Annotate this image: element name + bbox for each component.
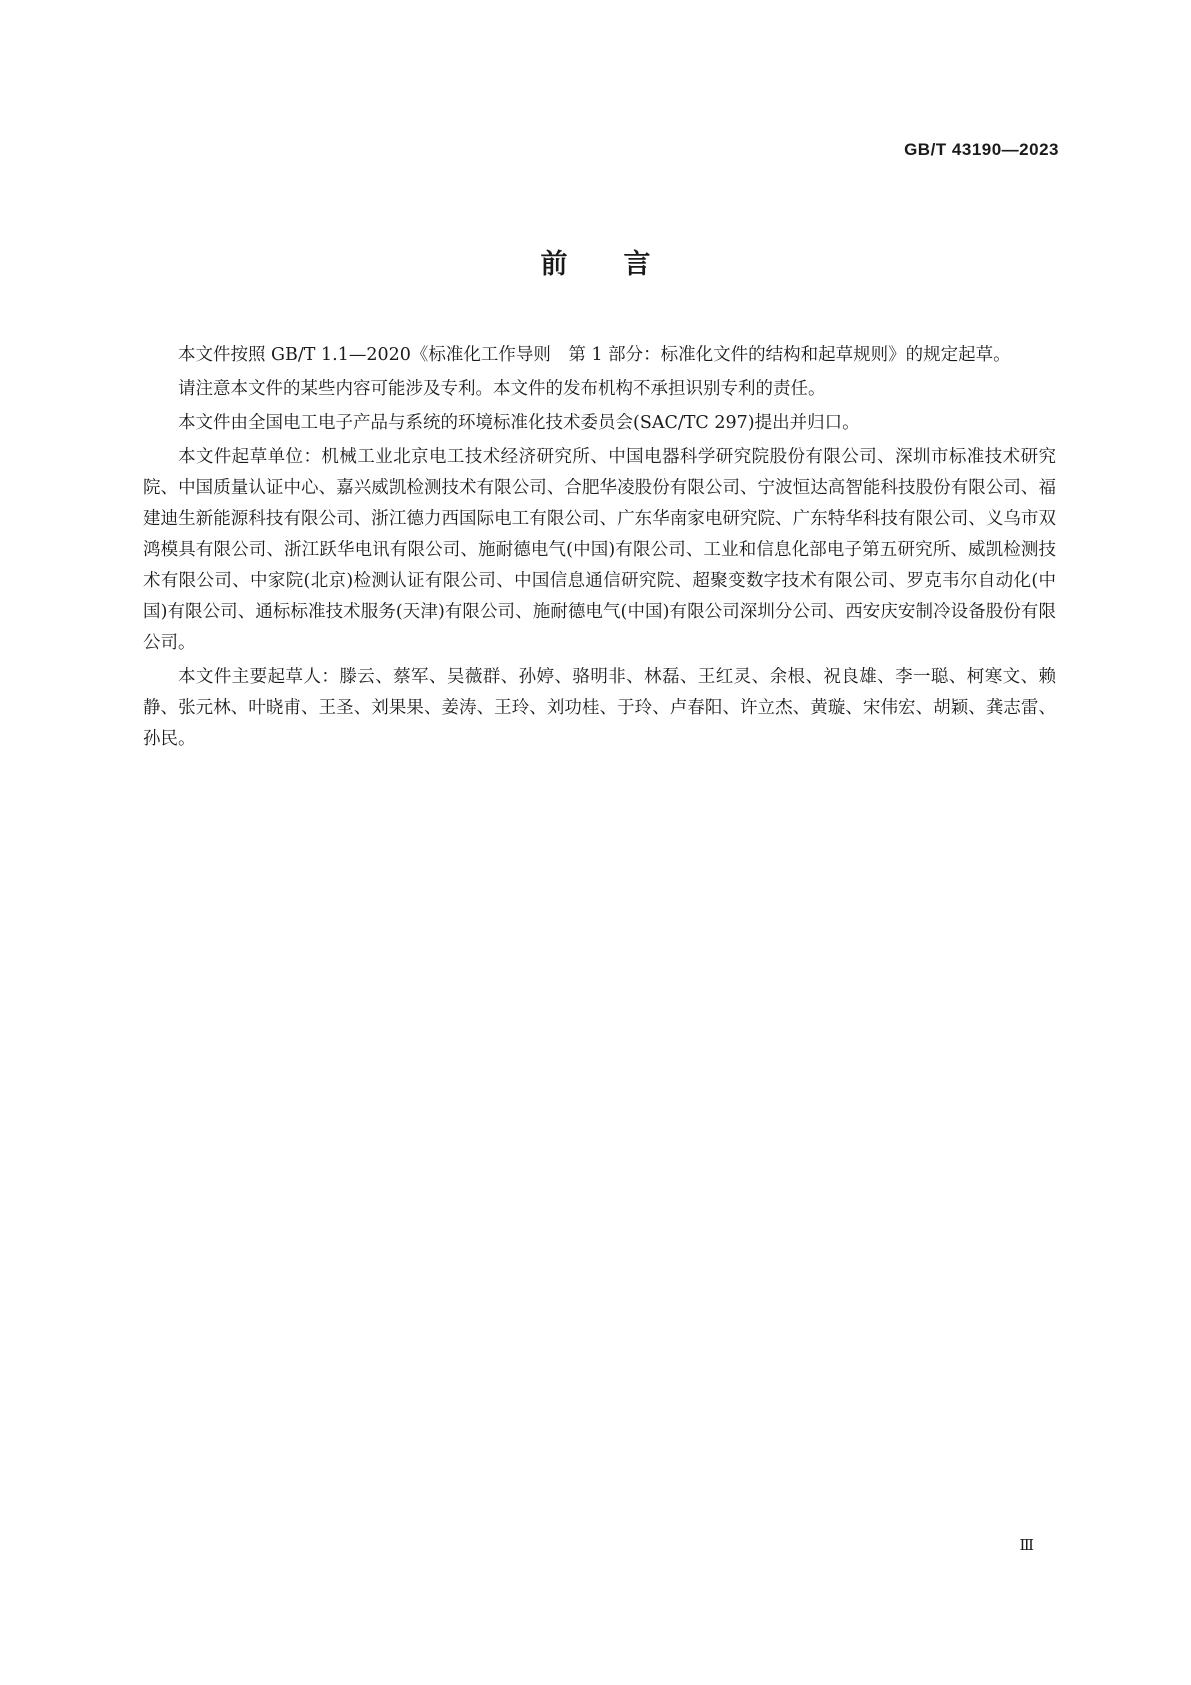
preface-body [143,340,1056,758]
paragraph-patent-notice: 请注意本文件的某些内容可能涉及专利。本文件的发布机构不承担识别专利的责任。 [178,379,826,399]
paragraph-committee: 本文件由全国电工电子产品与系统的环境标准化技术委员会(SAC/TC 297)提出并归口。 [178,413,860,433]
paragraph-drafting-rules: 本文件按照 GB/T 1.1—2020《标准化工作导则 第 1 部分：标准化文件的结构和起草规则》的规定起草。 [178,345,1011,365]
standard-code: GB/T 43190—2023 [904,140,1059,159]
paragraph-drafting-units: 本文件起草单位：机械工业北京电工技术经济研究所、中国电器科学研究院股份有限公司、深圳市标准技术研究院、中国质量认证中心、嘉兴威凯检测技术有限公司、合肥华凌股份有限公司、宁波恒达高智能科技股份有限公司、福建迪生新能源科技有限公司、浙江德力西国际电工有限公司、广东华南家电研究院、广东特华科技有限公司、义乌市双鸿模具有限公司、浙江跃华电讯有限公司、施耐德电气(中国)有限公司、工业和信息化部电子第五研究所、威凯检测技术有限公司、中家院(北京)检测认证有限公司、中国信息通信研究院、超聚变数字技术有限公司、罗克韦尔自动化(中国)有限公司、通标标准技术服务(天津)有限公司、施耐德电气(中国)有限公司深圳分公司、西安庆安制冷设备股份有限公司。 [143,447,1056,653]
page-number: Ⅲ [1019,1538,1034,1554]
page-title: 前言 [540,249,707,280]
paragraph-drafters: 本文件主要起草人：滕云、蔡军、吴薇群、孙婷、骆明非、林磊、王红灵、余根、祝良雄、李一聪、柯寒文、赖静、张元林、叶晓甫、王圣、刘果果、姜涛、王玲、刘功桂、于玲、卢春阳、许立杰、黄璇、宋伟宏、胡颖、龚志雷、孙民。 [143,667,1056,749]
